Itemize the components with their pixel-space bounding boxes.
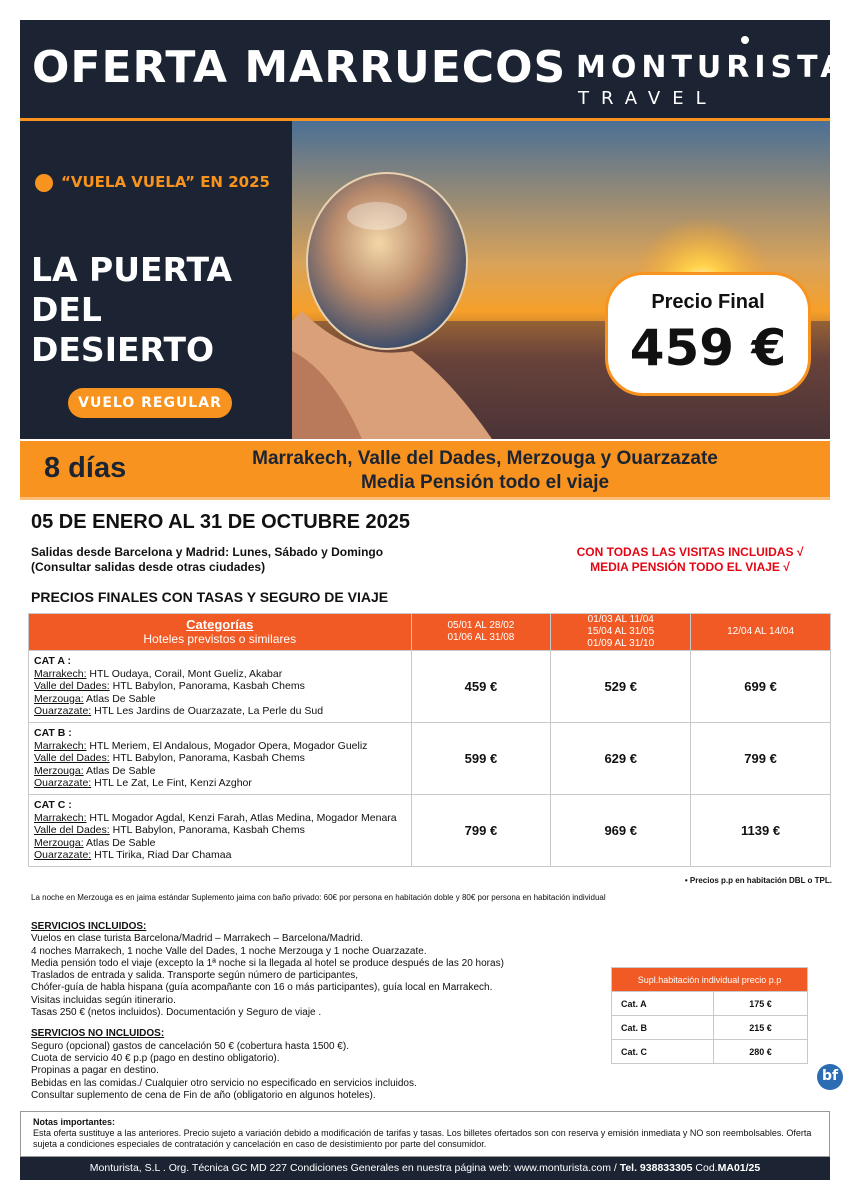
price-cell: 459 € (411, 651, 551, 723)
prices-heading: PRECIOS FINALES CON TASAS Y SEGURO DE VIAJE (31, 589, 389, 605)
price-note: • Precios p.p en habitación DBL o TPL. (684, 876, 832, 885)
table-row (29, 723, 831, 795)
header-categories-label: Categorías (186, 617, 254, 632)
vuelo-regular-badge: VUELO REGULAR (68, 388, 232, 418)
price-table-header (29, 614, 831, 651)
table-row (29, 651, 831, 723)
supplement-category: Cat. C (612, 1040, 714, 1064)
price-cell: 629 € (551, 723, 691, 795)
list-item: Media pensión todo el viaje (excepto la 1ª noche si la llegada al hotel se produce después de las 20 horas) (31, 957, 504, 969)
header-banner (20, 20, 849, 118)
price-cell: 799 € (411, 795, 551, 867)
list-item: Chófer-guía de habla hispana (guía acompañante con 16 o más participantes), guía local en Marrakech. (31, 982, 493, 994)
hotel-list: HTL Mogador Agdal, Kenzi Farah, Atlas Medina, Mogador Menara (86, 811, 397, 824)
footer-text: Monturista, S.L . Org. Técnica GC MD 227 Condiciones Generales en nuestra página web: www.monturista.com / (89, 1162, 620, 1174)
city-label: Valle del Dades: (34, 824, 110, 837)
trip-title (31, 250, 291, 370)
table-row (612, 992, 808, 1016)
trip-route (195, 447, 775, 495)
bf-logo-icon: bf (817, 1064, 843, 1090)
important-notes (20, 1111, 830, 1157)
footer-code-label: Cod. (692, 1162, 718, 1174)
price-cell: 969 € (551, 795, 691, 867)
validity-dates: 05 DE ENERO AL 31 DE OCTUBRE 2025 (31, 511, 411, 533)
hotel-list: HTL Tirika, Riad Dar Chamaa (91, 849, 232, 862)
spacer (31, 1019, 591, 1028)
supplement-price: 280 € (713, 1040, 807, 1064)
hotel-list: HTL Les Jardins de Ouarzazate, La Perle du Sud (91, 705, 324, 718)
hotel-list: HTL Oudaya, Corail, Mont Gueliz, Akabar (86, 667, 283, 680)
city-label: Ouarzazate: (34, 777, 92, 790)
page-title: OFERTA MARRUECOS (32, 42, 567, 93)
trip-route-cities: Marrakech, Valle del Dades, Merzouga y Ouarzazate (252, 448, 718, 469)
footer-code: MA01/25 (717, 1162, 761, 1174)
city-label: Marrakech: (34, 739, 87, 752)
price-cell: 799 € (691, 723, 831, 795)
itinerary-band-divider (20, 497, 830, 500)
period-1-line1: 05/01 AL 28/02 (447, 620, 515, 631)
services-included-title: SERVICIOS INCLUIDOS: (31, 921, 147, 932)
list-item: Traslados de entrada y salida. Transporte según número de participantes, (31, 970, 359, 982)
header-categories (29, 614, 412, 651)
category-hotels (29, 651, 412, 723)
list-item: Visitas incluidas según itinerario. (31, 994, 176, 1006)
city-label: Valle del Dades: (34, 680, 110, 693)
header-period-2 (551, 614, 691, 651)
supplement-category: Cat. A (612, 992, 714, 1016)
departure-days: Salidas desde Barcelona y Madrid: Lunes, Sábado y Domingo (31, 545, 384, 559)
brand-logo-subtitle: TRAVEL (578, 88, 718, 109)
price-cell: 699 € (691, 651, 831, 723)
category-name: CAT A : (34, 655, 71, 668)
promo-tag: “VUELA VUELA” EN 2025 (61, 173, 270, 191)
trip-title-line2: DEL DESIERTO (31, 290, 215, 369)
supplement-title: Supl.habitación individual precio p.p (612, 968, 808, 992)
hotel-list: Atlas De Sable (83, 764, 156, 777)
list-item: Propinas a pagar en destino. (31, 1065, 159, 1077)
table-row (29, 795, 831, 867)
supplement-price: 215 € (713, 1016, 807, 1040)
single-supplement-table (611, 967, 808, 1064)
table-row (612, 1040, 808, 1064)
footer (20, 1157, 830, 1180)
supplement-category: Cat. B (612, 1016, 714, 1040)
period-2-line3: 01/09 AL 31/10 (587, 638, 655, 649)
hotel-list: HTL Babylon, Panorama, Kasbah Chems (109, 752, 305, 765)
list-item: Tasas 250 € (netos incluidos). Documentación y Seguro de viaje . (31, 1007, 322, 1019)
supplement-price: 175 € (713, 992, 807, 1016)
period-2-line2: 15/04 AL 31/05 (587, 626, 655, 637)
jaima-note: La noche en Merzouga es en jaima estándar Suplemento jaima con baño privado: 60€ por persona en habitación doble y 80€ por persona en habitación individual (31, 893, 606, 902)
final-price-value: 459 € (629, 319, 787, 377)
list-item: 4 noches Marrakech, 1 noche Valle del Dades, 1 noche Merzouga y 1 noche Ouarzazate. (31, 945, 427, 957)
notes-text: Esta oferta sustituye a las anteriores. Precio sujeto a variación debido a modificación de tarifas y tasas. Los billetes ofertados son con reserva y emisión inmediata y NO son reembolsables. Oferta sujeta a condiciones especiales de contratación y cancelación en caso de desistimiento por parte del consumidor. (33, 1128, 812, 1149)
list-item: Seguro (opcional) gastos de cancelación 50 € (cobertura hasta 1500 €). (31, 1040, 349, 1052)
list-item: Consultar suplemento de cena de Fin de año (obligatorio en algunos hoteles). (31, 1089, 376, 1101)
trip-duration: 8 días (44, 452, 127, 484)
highlight-half-board: MEDIA PENSIÓN TODO EL VIAJE √ (590, 560, 790, 574)
city-label: Merzouga: (34, 836, 84, 849)
period-2-line1: 01/03 AL 11/04 (587, 614, 654, 625)
header-period-1 (411, 614, 551, 651)
city-label: Merzouga: (34, 764, 84, 777)
category-hotels (29, 795, 412, 867)
category-name: CAT B : (34, 727, 72, 740)
tag-dot-icon (35, 174, 53, 192)
price-cell: 529 € (551, 651, 691, 723)
hotel-list: HTL Le Zat, Le Fint, Kenzi Azghor (91, 777, 252, 790)
list-item: Cuota de servicio 40 € p.p (pago en destino obligatorio). (31, 1052, 280, 1064)
price-table (28, 613, 831, 867)
trip-title-line1: LA PUERTA (31, 250, 232, 289)
final-price-label: Precio Final (651, 291, 765, 313)
city-label: Marrakech: (34, 811, 87, 824)
services-not-included-title: SERVICIOS NO INCLUIDOS: (31, 1028, 165, 1040)
period-1-line2: 01/06 AL 31/08 (447, 632, 515, 643)
city-label: Merzouga: (34, 692, 84, 705)
highlight-visits: CON TODAS LAS VISITAS INCLUIDAS √ (576, 545, 804, 559)
highlights (545, 545, 835, 575)
list-item: Bebidas en las comidas./ Cualquier otro servicio no especificado en servicios incluidos. (31, 1077, 417, 1089)
departure-other-cities: (Consultar salidas desde otras ciudades) (31, 560, 266, 574)
hotel-list: Atlas De Sable (83, 692, 156, 705)
services-section (31, 921, 591, 1102)
footer-phone: Tel. 938833305 (619, 1162, 693, 1174)
hotel-list: HTL Meriem, El Andalous, Mogador Opera, Mogador Gueliz (86, 739, 368, 752)
table-row (612, 1016, 808, 1040)
category-hotels (29, 723, 412, 795)
city-label: Ouarzazate: (34, 849, 92, 862)
header-period-3: 12/04 AL 14/04 (691, 614, 831, 651)
hotel-list: HTL Babylon, Panorama, Kasbah Chems (109, 680, 305, 693)
city-label: Valle del Dades: (34, 752, 110, 765)
city-label: Marrakech: (34, 667, 87, 680)
trip-route-board: Media Pensión todo el viaje (360, 472, 610, 493)
final-price-box (605, 272, 811, 396)
list-item: Vuelos en clase turista Barcelona/Madrid – Marrakech – Barcelona/Madrid. (31, 933, 364, 945)
brand-logo: MONTURISTA (576, 50, 849, 85)
brand-logo-dot (741, 36, 749, 44)
header-categories-sub: Hoteles previstos o similares (143, 632, 297, 646)
price-cell: 1139 € (691, 795, 831, 867)
notes-title: Notas importantes: (33, 1117, 116, 1127)
departure-info (31, 545, 383, 575)
hotel-list: Atlas De Sable (83, 836, 156, 849)
category-name: CAT C : (34, 799, 72, 812)
price-cell: 599 € (411, 723, 551, 795)
city-label: Ouarzazate: (34, 705, 92, 718)
hotel-list: HTL Babylon, Panorama, Kasbah Chems (109, 824, 305, 837)
